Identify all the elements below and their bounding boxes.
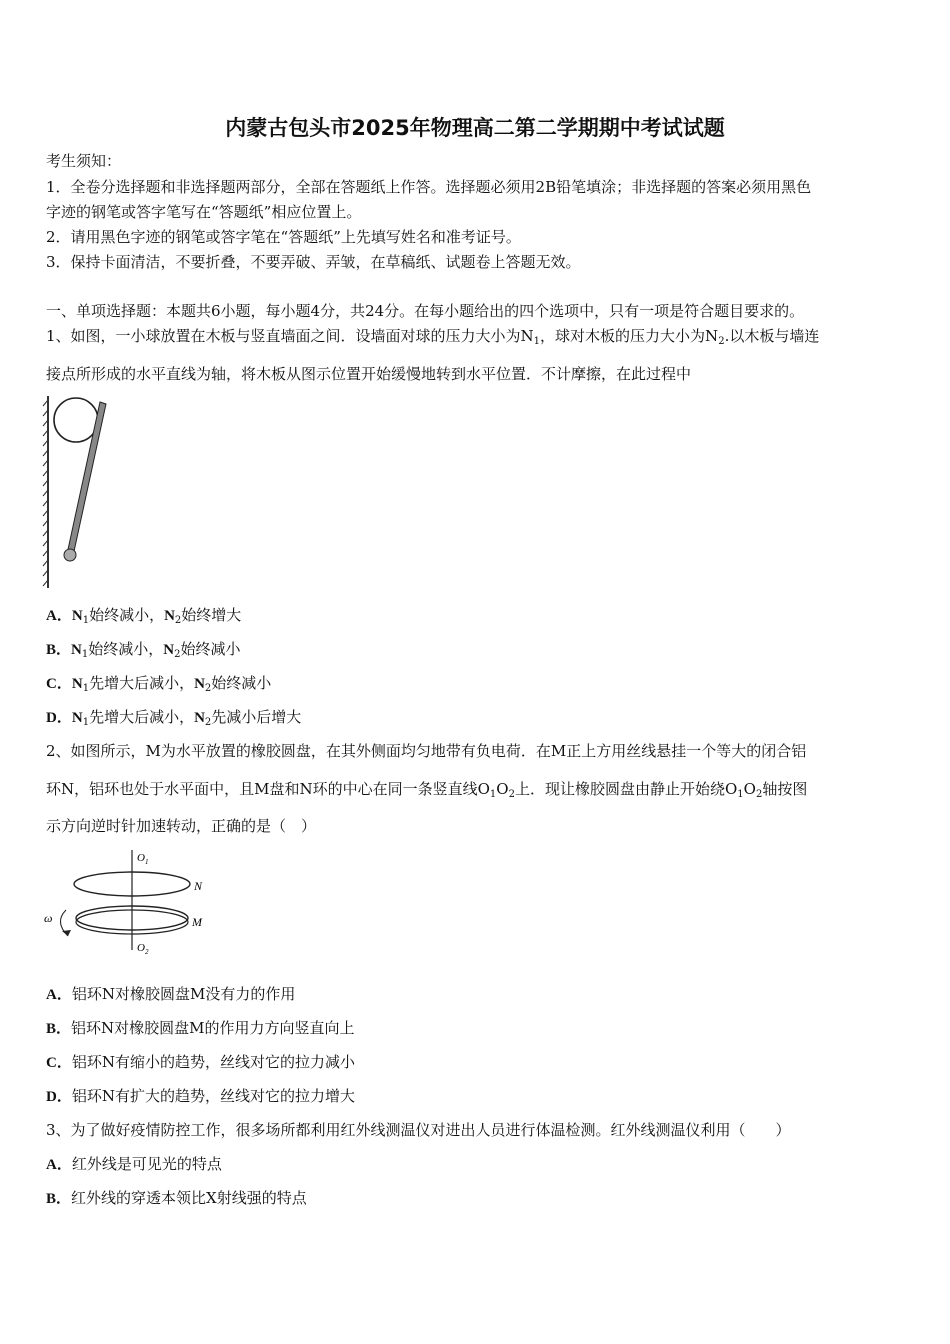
wall-hatching <box>43 396 48 588</box>
notice-heading: 考生须知： <box>46 152 122 170</box>
label-m: M <box>192 915 202 929</box>
q3-stem: 3、为了做好疫情防控工作，很多场所都利用红外线测温仪对进出人员进行体温检测。红外线测温仪利用（ ） <box>46 1121 791 1139</box>
q3-option-b[interactable]: B．红外线的穿透本领比X射线强的特点 <box>46 1189 307 1207</box>
q1-option-a[interactable]: A．$N_1$始终减小，$N_2$始终增大 <box>46 606 242 626</box>
notice-item-3: 3．保持卡面清洁，不要折叠，不要弄破、弄皱，在草稿纸、试题卷上答题无效。 <box>46 253 581 271</box>
q1-stem-line1 <box>46 326 819 346</box>
q2-option-a[interactable]: A．铝环N对橡胶圆盘M没有力的作用 <box>46 985 296 1003</box>
label-omega: ω <box>44 911 53 925</box>
q1-option-b[interactable]: B．$N_1$始终减小，$N_2$始终减小 <box>46 640 241 660</box>
q2-stem-line1: 2、如图所示，M为水平放置的橡胶圆盘，在其外侧面均匀地带有负电荷．在M正上方用丝线悬挂一个等大的闭合铝 <box>46 742 807 760</box>
q2-option-c[interactable]: C．铝环N有缩小的趋势，丝线对它的拉力减小 <box>46 1053 355 1071</box>
label-n: N <box>194 879 203 893</box>
notice-item-1: 1．全卷分选择题和非选择题两部分，全部在答题纸上作答。选择题必须用2B铅笔填涂；非选择题的答案必须用黑色 <box>46 178 812 196</box>
exam-title: 内蒙古包头市2025年物理高二第二学期期中考试试题 <box>225 116 725 140</box>
q1-option-c[interactable]: C．$N_1$先增大后减小，$N_2$始终减小 <box>46 674 272 694</box>
q1-figure-ball-board <box>40 392 120 592</box>
subscript: 1 <box>533 336 541 347</box>
q1-stem-part-b: ，球对木板的压力大小为N <box>540 327 719 345</box>
subscript: 2 <box>718 336 725 347</box>
q1-option-d[interactable]: D．$N_1$先增大后减小，$N_2$先减小后增大 <box>46 708 302 728</box>
q1-stem-part-c: .以木板与墙连 <box>724 327 820 345</box>
q1-stem-part-a: 1、如图，一小球放置在木板与竖直墙面之间．设墙面对球的压力大小为N <box>46 327 534 345</box>
label-o2: $O_2$ <box>137 942 149 956</box>
q3-option-a[interactable]: A．红外线是可见光的特点 <box>46 1155 222 1173</box>
q2-stem-line2: 环N，铝环也处于水平面中，且M盘和N环的中心在同一条竖直线$O_1O_2$上．现让橡胶圆盘由静止开始绕$O_1O_2$轴按图 <box>46 780 808 800</box>
notice-item-1-cont: 字迹的钢笔或答字笔写在“答题纸”相应位置上。 <box>46 203 362 221</box>
q2-figure-disc-ring <box>40 848 220 956</box>
q1-stem-line2: 接点所形成的水平直线为轴，将木板从图示位置开始缓慢地转到水平位置．不计摩擦，在此过程中 <box>46 365 692 383</box>
q2-stem-line3: 示方向逆时针加速转动，正确的是（ ） <box>46 817 317 835</box>
notice-item-2: 2．请用黑色字迹的钢笔或答字笔在“答题纸”上先填写姓名和准考证号。 <box>46 228 521 246</box>
q2-option-d[interactable]: D．铝环N有扩大的趋势，丝线对它的拉力增大 <box>46 1087 355 1105</box>
label-o1: $O_1$ <box>137 852 149 866</box>
ball <box>54 398 98 442</box>
q2-option-b[interactable]: B．铝环N对橡胶圆盘M的作用力方向竖直向上 <box>46 1019 355 1037</box>
hinge <box>64 549 76 561</box>
section-heading: 一、单项选择题：本题共6小题，每小题4分，共24分。在每小题给出的四个选项中，只有一项是符合题目要求的。 <box>46 302 805 320</box>
